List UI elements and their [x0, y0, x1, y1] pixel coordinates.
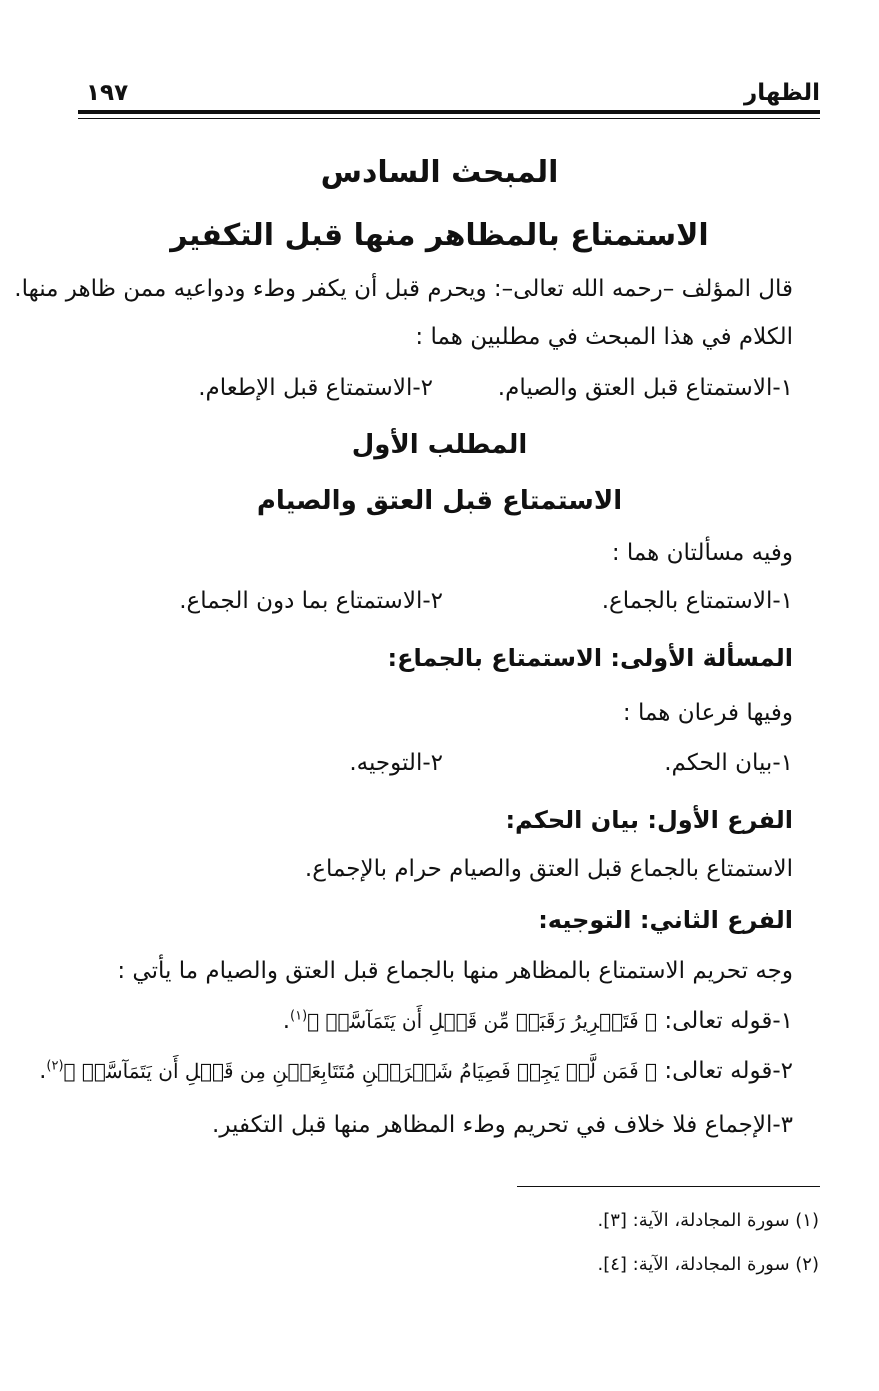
branch-item: ١-بيان الحكم. — [664, 750, 793, 776]
quran-verse: ﴿ فَتَحۡرِيرُ رَقَبَةٖ مِّن قَبۡلِ أَن يَتَمَآسَّاۚ ﴾ — [307, 1009, 658, 1033]
reasoning-intro: وجه تحريم الاستمتاع بالمظاهر منها بالجماع قبل العتق والصيام ما يأتي : — [117, 958, 793, 984]
branch-item: ٢-التوجيه. — [349, 750, 443, 776]
evidence-item — [39, 1058, 793, 1084]
demand-item: ١-الاستمتاع قبل العتق والصيام. — [497, 375, 793, 401]
footnote-ref: (١) — [290, 1008, 308, 1024]
issue1-heading: المسألة الأولى: الاستمتاع بالجماع: — [387, 644, 793, 672]
intro-text: الكلام في هذا المبحث في مطلبين هما : — [415, 324, 793, 350]
branches-list — [80, 750, 793, 784]
branches-intro: وفيها فرعان هما : — [622, 700, 793, 726]
footnote: (١) سورة المجادلة، الآية: [٣]. — [597, 1210, 819, 1231]
evidence-suffix: . — [282, 1008, 290, 1034]
running-title: الظهار — [744, 80, 820, 106]
consensus-text: ٣-الإجماع فلا خلاف في تحريم وطء المظاهر منها قبل التكفير. — [212, 1112, 793, 1138]
chapter-title: المبحث السادس — [320, 155, 559, 190]
issue-item: ٢-الاستمتاع بما دون الجماع. — [179, 588, 443, 614]
evidence-item — [80, 1008, 793, 1034]
ruling-text: الاستمتاع بالجماع قبل العتق والصيام حرام بالإجماع. — [304, 856, 793, 882]
footnote: (٢) سورة المجادلة، الآية: [٤]. — [597, 1254, 819, 1275]
footnote-separator — [517, 1186, 820, 1187]
evidence-prefix: ٢-قوله تعالى: — [657, 1058, 793, 1084]
demands-list — [80, 375, 793, 409]
header-rule-thin — [78, 118, 820, 119]
evidence-suffix: . — [39, 1058, 47, 1084]
quran-verse: ﴿ فَمَن لَّمۡ يَجِدۡ فَصِيَامُ شَهۡرَيۡنِ مُتَتَابِعَيۡنِ مِن قَبۡلِ أَن يَتَمَآسَّاۖ ﴾ — [63, 1059, 658, 1083]
evidence-prefix: ١-قوله تعالى: — [657, 1008, 793, 1034]
branch2-heading: الفرع الثاني: التوجيه: — [538, 906, 793, 934]
page-header — [78, 78, 820, 108]
author-quote: قال المؤلف –رحمه الله تعالى–: ويحرم قبل أن يكفر وطء ودواعيه ممن ظاهر منها. — [14, 276, 793, 302]
branch1-heading: الفرع الأول: بيان الحكم: — [505, 806, 793, 834]
footnote-ref: (٢) — [46, 1058, 64, 1074]
page-number: ١٩٧ — [86, 80, 129, 106]
section-subject: الاستمتاع قبل العتق والصيام — [256, 486, 623, 516]
header-rule-thick — [78, 110, 820, 114]
chapter-subject: الاستمتاع بالمظاهر منها قبل التكفير — [170, 218, 709, 253]
section-title: المطلب الأول — [351, 430, 528, 460]
issues-intro: وفيه مسألتان هما : — [611, 540, 793, 566]
issue-item: ١-الاستمتاع بالجماع. — [601, 588, 793, 614]
issues-list — [80, 588, 793, 622]
demand-item: ٢-الاستمتاع قبل الإطعام. — [198, 375, 433, 401]
